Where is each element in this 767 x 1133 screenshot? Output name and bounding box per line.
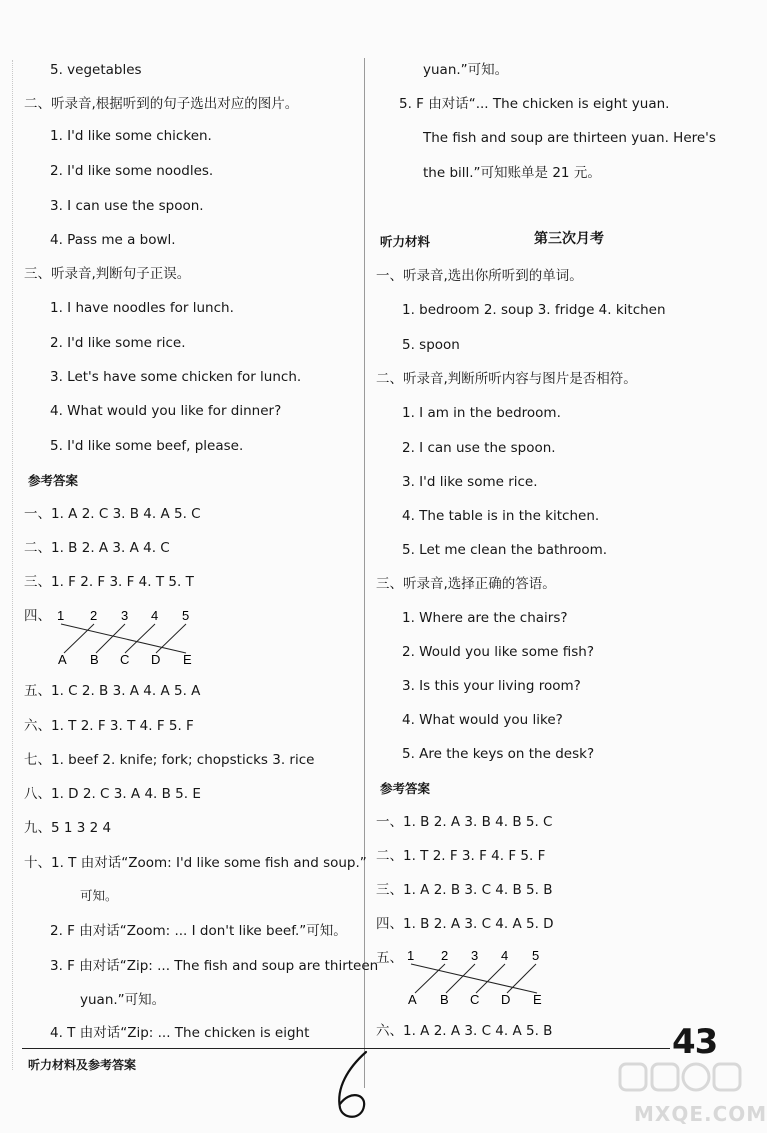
text-line: 1. I'd like some chicken. xyxy=(50,128,212,144)
match-letter: A xyxy=(408,992,417,1007)
answer-line: 一、1. B 2. A 3. B 4. B 5. C xyxy=(376,814,553,830)
text-line: 1. I have noodles for lunch. xyxy=(50,300,234,316)
text-line: 5. spoon xyxy=(402,337,460,353)
match-line xyxy=(61,624,186,653)
answer-line: 4. T 由对话“Zip: ... The chicken is eight xyxy=(50,1025,310,1041)
answer-line: 四、1. B 2. A 3. C 4. A 5. D xyxy=(376,916,554,932)
answer-line: 九、5 1 3 2 4 xyxy=(24,820,112,836)
match-line xyxy=(507,964,536,993)
footer-title: 听力材料及参考答案 xyxy=(28,1058,137,1072)
answer-line: 一、1. A 2. C 3. B 4. A 5. C xyxy=(24,506,201,522)
text-line: 4. The table is in the kitchen. xyxy=(402,508,600,524)
match-number: 1 xyxy=(57,608,65,623)
answer-line: 四、 xyxy=(24,608,51,624)
match-letter: B xyxy=(440,992,449,1007)
section-title: 第三次月考 xyxy=(534,231,604,247)
text-line: 1. bedroom 2. soup 3. fridge 4. kitchen xyxy=(402,302,666,318)
section-heading: 二、听录音,根据听到的句子选出对应的图片。 xyxy=(24,96,299,112)
text-line: 2. I can use the spoon. xyxy=(402,440,556,456)
page-number: 43 xyxy=(672,1022,718,1062)
text-line: 4. What would you like? xyxy=(402,712,563,728)
match-line xyxy=(156,624,186,653)
answer-line: 3. F 由对话“Zip: ... The fish and soup are thirteen xyxy=(50,958,379,974)
match-letter: E xyxy=(183,652,192,667)
match-line xyxy=(446,964,475,993)
section-heading: 二、听录音,判断所听内容与图片是否相符。 xyxy=(376,371,637,387)
text-line: 3. I can use the spoon. xyxy=(50,198,204,214)
match-number: 2 xyxy=(90,608,98,623)
text-line: 3. I'd like some rice. xyxy=(402,474,538,490)
watermark xyxy=(616,1060,767,1130)
match-number: 3 xyxy=(471,948,479,963)
answer-line: 六、1. T 2. F 3. T 4. F 5. F xyxy=(24,718,194,734)
matching-diagram xyxy=(28,606,208,666)
answer-line: yuan.”可知。 xyxy=(80,992,166,1008)
match-letter: C xyxy=(470,992,480,1007)
match-line xyxy=(476,964,505,993)
watermark-logo xyxy=(616,1060,746,1100)
match-letter: E xyxy=(533,992,542,1007)
match-number: 1 xyxy=(407,948,415,963)
match-number: 4 xyxy=(501,948,509,963)
binding-edge xyxy=(12,60,14,1070)
match-letter: C xyxy=(120,652,130,667)
subheading: 听力材料 xyxy=(380,234,431,249)
answers-heading: 参考答案 xyxy=(28,473,79,488)
answer-line: 2. F 由对话“Zoom: ... I don't like beef.”可知。 xyxy=(50,923,347,939)
match-letter: B xyxy=(90,652,99,667)
match-number: 3 xyxy=(121,608,129,623)
text-line: 2. I'd like some noodles. xyxy=(50,163,214,179)
answer-line: 七、1. beef 2. knife; fork; chopsticks 3. rice xyxy=(24,752,315,768)
text-line: 1. Where are the chairs? xyxy=(402,610,568,626)
answer-line: 二、1. B 2. A 3. A 4. C xyxy=(24,540,170,556)
text-line: 2. Would you like some fish? xyxy=(402,644,594,660)
match-number: 5 xyxy=(532,948,540,963)
answer-line: 五、1. C 2. B 3. A 4. A 5. A xyxy=(24,683,201,699)
answer-line: 三、1. A 2. B 3. C 4. B 5. B xyxy=(376,882,553,898)
matching-diagram xyxy=(380,946,560,1006)
text-line: 1. I am in the bedroom. xyxy=(402,405,561,421)
text-line: 3. Is this your living room? xyxy=(402,678,581,694)
match-letter: D xyxy=(151,652,161,667)
text-line: 5. Are the keys on the desk? xyxy=(402,746,595,762)
text-line: 5. I'd like some beef, please. xyxy=(50,438,244,454)
answer-line: 六、1. A 2. A 3. C 4. A 5. B xyxy=(376,1023,553,1039)
text-line: 4. What would you like for dinner? xyxy=(50,403,282,419)
watermark-text: MXQE.COM xyxy=(634,1102,767,1126)
section-heading: 三、听录音,判断句子正误。 xyxy=(24,266,191,282)
match-number: 4 xyxy=(151,608,159,623)
match-letter: A xyxy=(58,652,67,667)
match-line xyxy=(125,624,155,653)
answer-line: 可知。 xyxy=(80,888,118,903)
text-line: 2. I'd like some rice. xyxy=(50,335,186,351)
answers-heading: 参考答案 xyxy=(380,781,431,796)
answer-line: 三、1. F 2. F 3. F 4. T 5. T xyxy=(24,574,194,590)
text-line: yuan.”可知。 xyxy=(423,62,509,78)
handwritten-mark xyxy=(326,1048,376,1124)
match-number: 2 xyxy=(441,948,449,963)
text-line: 5. vegetables xyxy=(50,62,142,78)
section-heading: 一、听录音,选出你所听到的单词。 xyxy=(376,268,583,284)
match-letter: D xyxy=(501,992,511,1007)
text-line: The fish and soup are thirteen yuan. Here's xyxy=(423,130,716,146)
text-line: 5. F 由对话“... The chicken is eight yuan. xyxy=(399,96,670,112)
text-line: 5. Let me clean the bathroom. xyxy=(402,542,608,558)
section-heading: 三、听录音,选择正确的答语。 xyxy=(376,576,556,592)
answer-line: 五、 xyxy=(376,950,403,966)
text-line: the bill.”可知账单是 21 元。 xyxy=(423,165,601,181)
match-number: 5 xyxy=(182,608,190,623)
text-line: 3. Let's have some chicken for lunch. xyxy=(50,369,302,385)
answer-line: 二、1. T 2. F 3. F 4. F 5. F xyxy=(376,848,546,864)
text-line: 4. Pass me a bowl. xyxy=(50,232,176,248)
match-line xyxy=(96,624,125,653)
column-divider xyxy=(364,58,365,1088)
answer-line: 八、1. D 2. C 3. A 4. B 5. E xyxy=(24,786,201,802)
answer-line: 十、1. T 由对话“Zoom: I'd like some fish and soup.” xyxy=(24,855,367,871)
